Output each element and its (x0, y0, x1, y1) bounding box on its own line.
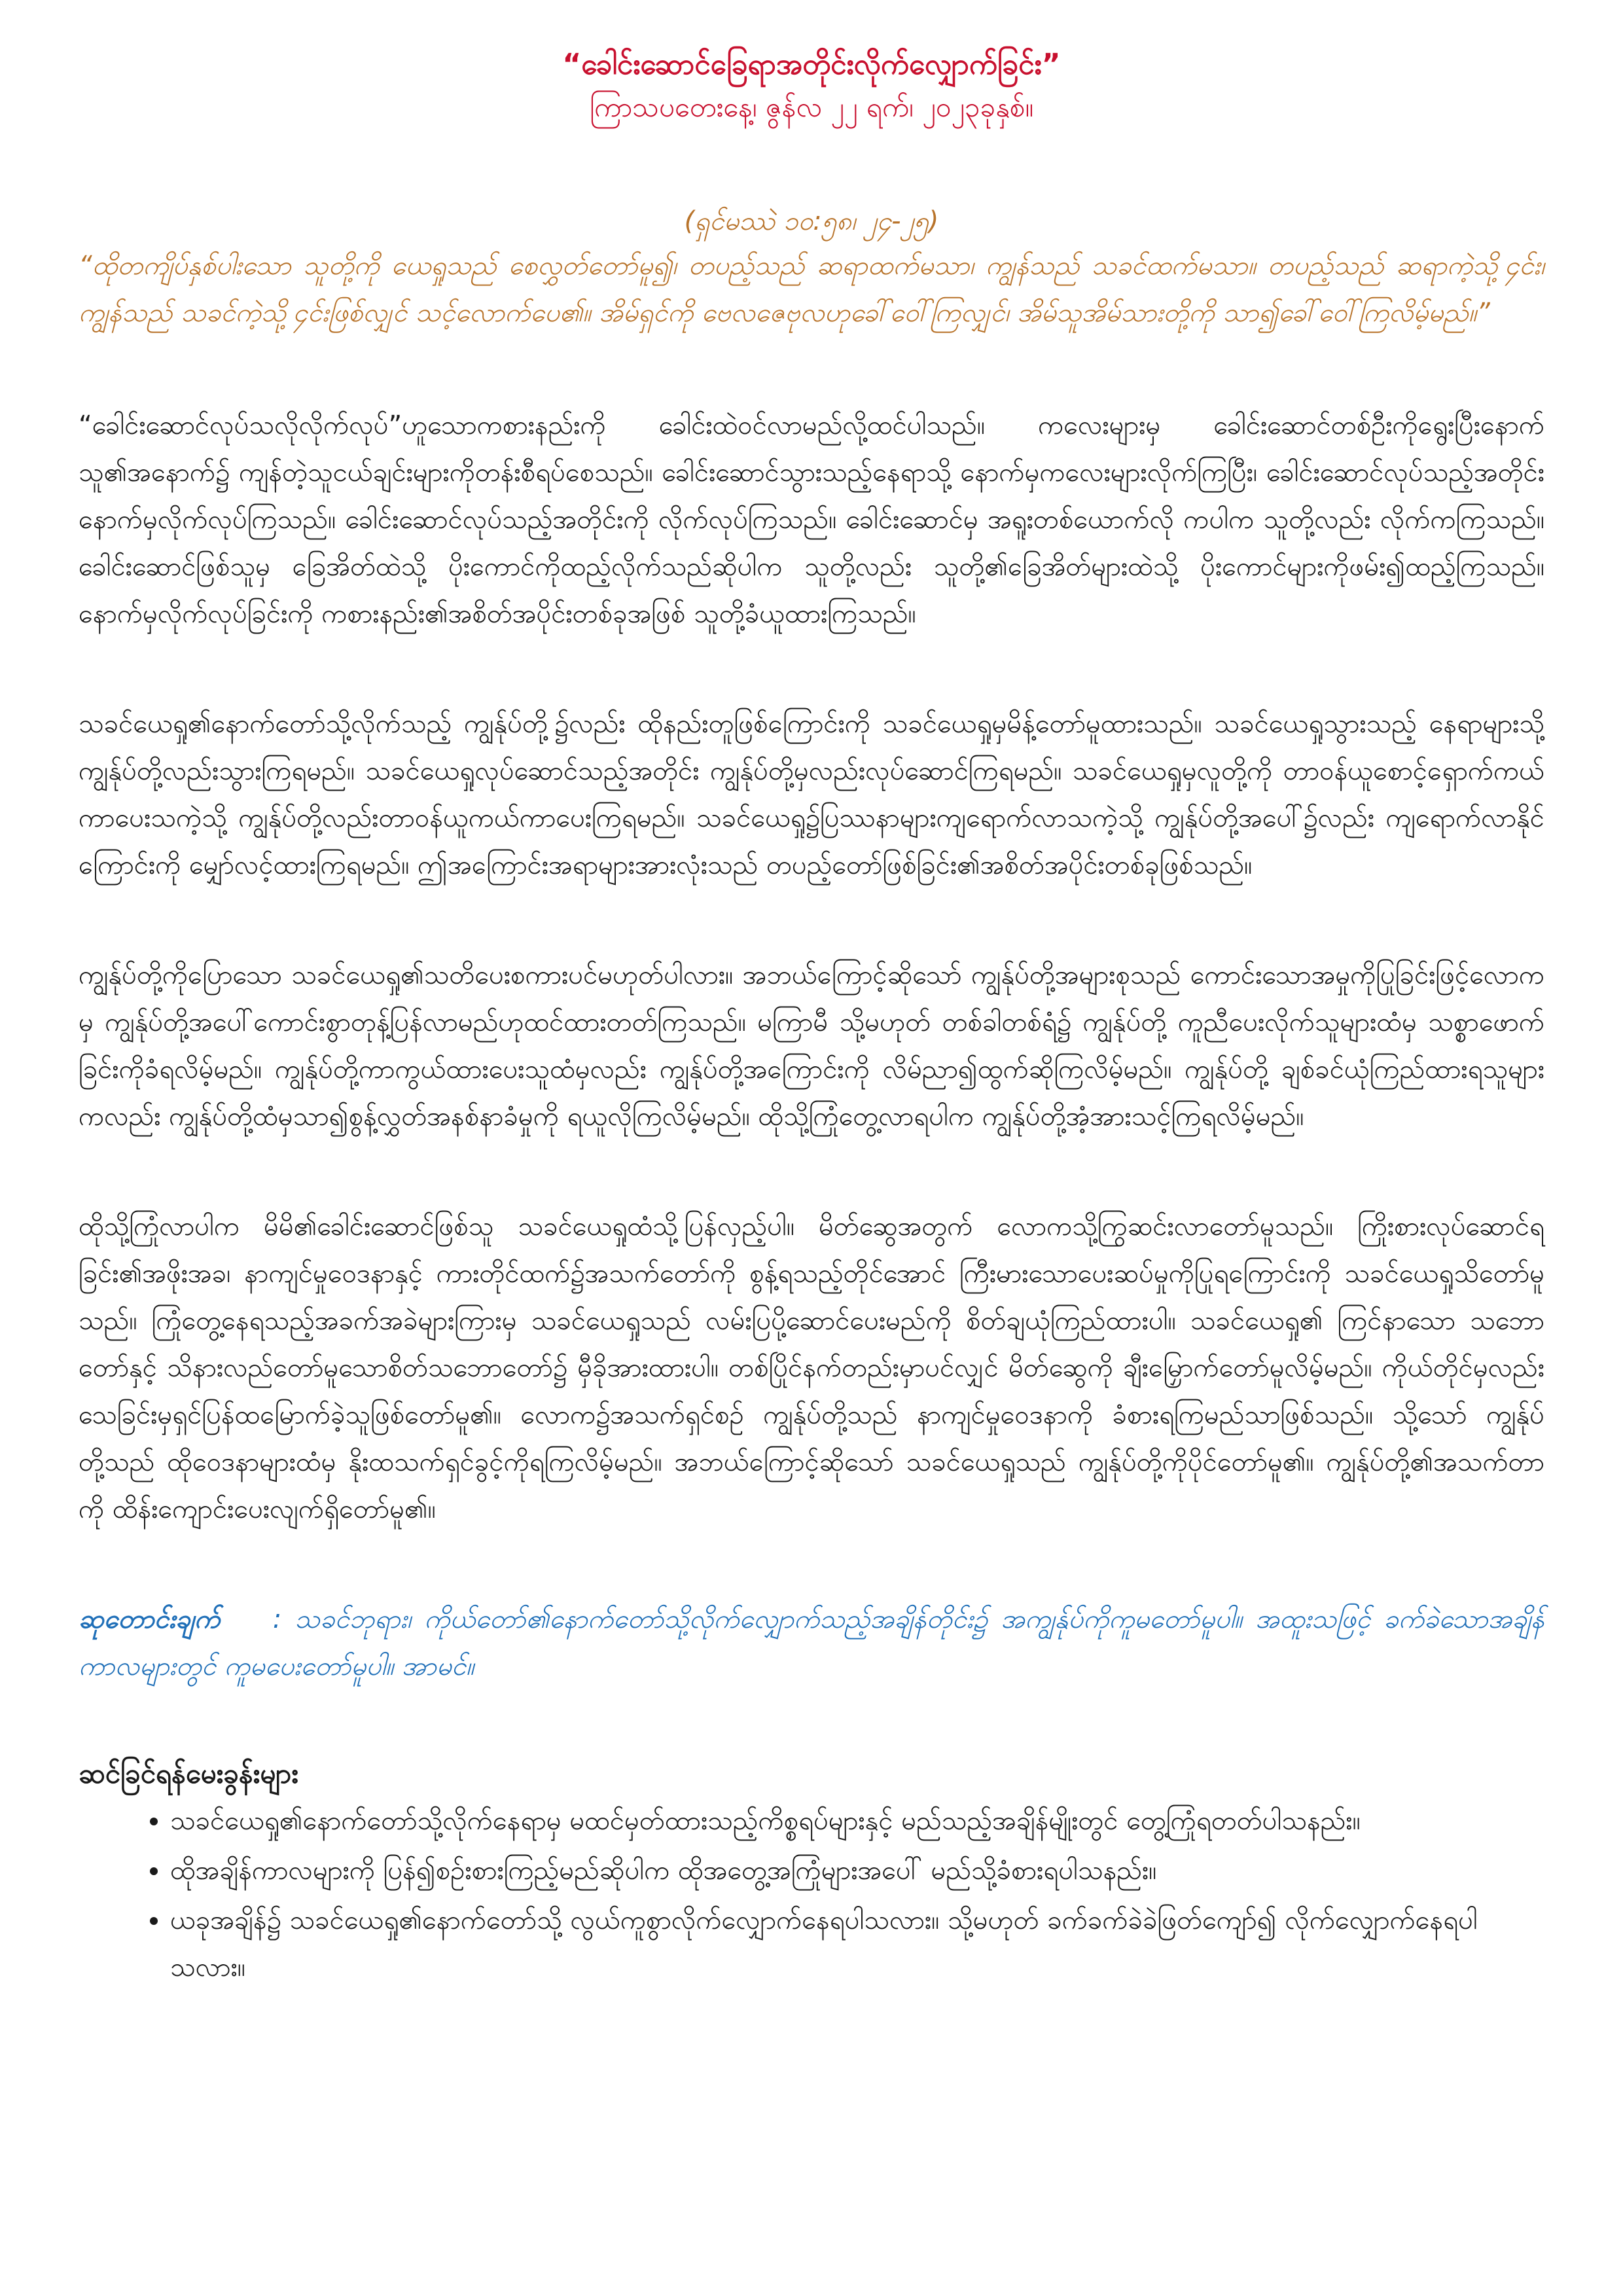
body-paragraph-4: ထိုသို့ကြုံလာပါက မိမိ၏ခေါင်းဆောင်ဖြစ်သူ သခင်ယေရှုထံသို့ပြန်လှည့်ပါ။ မိတ်ဆွေအတွက် လောကသို့ကြွဆင်းလာတော်မူသည်။ ကြိုးစားလုပ်ဆောင်ရခြင်း၏အဖိုးအခ၊ နာကျင်မှုဝေဒနာနှင့် ကားတိုင်ထက်၌အသက်တော်ကို စွန့်ရသည့်တိုင်အောင် ကြီးမားသောပေးဆပ်မှုကိုပြုရကြောင်းကို သခင်ယေရှုသိတော်မူသည်။ ကြုံတွေ့နေရသည့်အခက်အခဲများကြားမှ သခင်ယေရှုသည် လမ်းပြပို့ဆောင်ပေးမည်ကို စိတ်ချယုံကြည်ထားပါ။ သခင်ယေရှု၏ ကြင်နာသော သဘောတော်နှင့် သိနားလည်တော်မူသောစိတ်သဘောတော်၌ မှီခိုအားထားပါ။ တစ်ပြိုင်နက်တည်းမှာပင်လျှင် မိတ်ဆွေကို ချီးမြှောက်တော်မူလိမ့်မည်။ ကိုယ်တိုင်မှလည်း သေခြင်းမှရှင်ပြန်ထမြောက်ခဲ့သူဖြစ်တော်မူ၏။ လောက၌အသက်ရှင်စဉ် ကျွန်ုပ်တို့သည် နာကျင်မှုဝေဒနာကို ခံစားရကြမည်သာဖြစ်သည်။ သို့သော် ကျွန်ုပ်တို့သည် ထိုဝေဒနာများထံမှ နိုးထသက်ရှင်ခွင့်ကိုရကြလိမ့်မည်။ အဘယ်ကြောင့်ဆိုသော် သခင်ယေရှုသည် ကျွန်ုပ်တို့ကိုပိုင်တော်မူ၏။ ကျွန်ုပ်တို့၏အသက်တာကို ထိန်းကျောင်းပေးလျက်ရှိတော်မူ၏။ (79, 1211, 1544, 1524)
prayer-text: သခင်ဘုရား၊ ကိုယ်တော်၏နောက်တော်သို့လိုက်လျှောက်သည့်အချိန်တိုင်း၌ အကျွန်ုပ်ကိုကူမတော်မူပါ။ အထူးသဖြင့် ခက်ခဲသောအချိန်ကာလများတွင် ကူမပေးတော်မူပါ။ အာမင်။ (79, 1604, 1544, 1681)
body-paragraph-2: သခင်ယေရှု၏နောက်တော်သို့လိုက်သည့် ကျွန်ုပ်တို့၌လည်း ထိုနည်းတူဖြစ်ကြောင်းကို သခင်ယေရှုမှမိန့်တော်မူထားသည်။ သခင်ယေရှုသွားသည့် နေရာများသို့ ကျွန်ုပ်တို့လည်းသွားကြရမည်။ သခင်ယေရှုလုပ်ဆောင်သည့်အတိုင်း ကျွန်ုပ်တို့မှလည်းလုပ်ဆောင်ကြရမည်။ သခင်ယေရှုမှလူတို့ကို တာဝန်ယူစောင့်ရှောက်ကယ်ကာပေးသကဲ့သို့ ကျွန်ုပ်တို့လည်းတာဝန်ယူကယ်ကာပေးကြရမည်။ သခင်ယေရှု၌ပြဿနာများကျရောက်လာသကဲ့သို့ ကျွန်ုပ်တို့အပေါ်၌လည်း ကျရောက်လာနိုင်ကြောင်းကို မျှော်လင့်ထားကြရမည်။ ဤအကြောင်းအရာများအားလုံးသည် တပည့်တော်ဖြစ်ခြင်း၏အစိတ်အပိုင်းတစ်ခုဖြစ်သည်။ (79, 709, 1544, 880)
question-item: • ယခုအချိန်၌ သခင်ယေရှု၏နောက်တော်သို့ လွယ်ကူစွာလိုက်လျှောက်နေရပါသလား။ သို့မဟုတ် ခက်ခက်ခဲခဲဖြတ်ကျော်၍ လိုက်လျှောက်နေရပါသလား။ (170, 1897, 1544, 1991)
scripture-reference: (ရှင်မဿဲ ၁၀:၅၈၊ ၂၄-၂၅) (684, 206, 939, 236)
scripture-block (79, 200, 1544, 336)
prayer-label: ဆုတောင်းချက် (79, 1604, 221, 1634)
questions-heading: ဆင်ခြင်ရန်မေးခွန်းများ (79, 1757, 298, 1789)
question-item: • သခင်ယေရှု၏နောက်တော်သို့လိုက်နေရာမှ မထင်မှတ်ထားသည့်ကိစ္စရပ်များနှင့် မည်သည့်အချိန်မျိုးတွင် တွေ့ကြုံရတတ်ပါသနည်း။ (170, 1797, 1544, 1844)
scripture-text: “ထိုတကျိပ်နှစ်ပါးသော သူတို့ကို ယေရှုသည် စေလွှတ်တော်မူ၍၊ တပည့်သည် ဆရာထက်မသာ၊ ကျွန်သည် သခင်ထက်မသာ။ တပည့်သည် ဆရာကဲ့သို့၄င်း၊ ကျွန်သည် သခင်ကဲ့သို့၄င်းဖြစ်လျှင် သင့်လောက်ပေ၏။ အိမ်ရှင်ကို ဗေလဇေဗုလဟုခေါ်ဝေါ်ကြလျှင်၊ အိမ်သူအိမ်သားတို့ကို သာ၍ခေါ်ဝေါ်ကြလိမ့်မည်။” (79, 251, 1544, 328)
body-paragraph-1: “ခေါင်းဆောင်လုပ်သလိုလိုက်လုပ်”ဟူသောကစားနည်းကို ခေါင်းထဲဝင်လာမည်လို့ထင်ပါသည်။ ကလေးများမှ ခေါင်းဆောင်တစ်ဦးကိုရွေးပြီးနောက် သူ၏အနောက်၌ ကျန်တဲ့သူငယ်ချင်းများကိုတန်းစီရပ်စေသည်။ ခေါင်းဆောင်သွားသည့်နေရာသို့ နောက်မှကလေးများလိုက်ကြပြီး၊ ခေါင်းဆောင်လုပ်သည့်အတိုင်း နောက်မှလိုက်လုပ်ကြသည်။ ခေါင်းဆောင်လုပ်သည့်အတိုင်းကို လိုက်လုပ်ကြသည်။ ခေါင်းဆောင်မှ အရူးတစ်ယောက်လို ကပါက သူတို့လည်း လိုက်ကကြသည်။ ခေါင်းဆောင်ဖြစ်သူမှ ခြေအိတ်ထဲသို့ ပိုးကောင်ကိုထည့်လိုက်သည်ဆိုပါက သူတို့လည်း သူတို့၏ခြေအိတ်များထဲသို့ ပိုးကောင်များကိုဖမ်း၍ထည့်ကြသည်။ နောက်မှလိုက်လုပ်ခြင်းကို ကစားနည်း၏အစိတ်အပိုင်းတစ်ခုအဖြစ် သူတို့ခံယူထားကြသည်။ (79, 410, 1544, 629)
page-date: ကြာသပတေးနေ့၊ ဇွန်လ ၂၂ ရက်၊ ၂၀၂၃ခုနှစ်။ (589, 91, 1034, 123)
page-title: “ခေါင်းဆောင်ခြေရာအတိုင်းလိုက်လျှောက်ခြင်း” (562, 48, 1061, 81)
title-block (79, 43, 1544, 128)
prayer-block (79, 1596, 1544, 1690)
prayer-separator: : (272, 1604, 282, 1634)
questions-list (79, 1797, 1544, 1991)
body-paragraph-3: ကျွန်ုပ်တို့ကိုပြောသော သခင်ယေရှု၏သတိပေးစကားပင်မဟုတ်ပါလား။ အဘယ်ကြောင့်ဆိုသော် ကျွန်ုပ်တို့အများစုသည် ကောင်းသောအမှုကိုပြုခြင်းဖြင့်လောကမှ ကျွန်ုပ်တို့အပေါ်ကောင်းစွာတုန့်ပြန်လာမည်ဟုထင်ထားတတ်ကြသည်။ မကြာမီ သို့မဟုတ် တစ်ခါတစ်ရံ၌ ကျွန်ုပ်တို့ ကူညီပေးလိုက်သူများထံမှ သစ္စာဖောက်ခြင်းကိုခံရလိမ့်မည်။ ကျွန်ုပ်တို့ကာကွယ်ထားပေးသူထံမှလည်း ကျွန်ုပ်တို့အကြောင်းကို လိမ်ညာ၍ထွက်ဆိုကြလိမ့်မည်။ ကျွန်ုပ်တို့ ချစ်ခင်ယုံကြည်ထားရသူများကလည်း ကျွန်ုပ်တို့ထံမှသာ၍စွန့်လွှတ်အနစ်နာခံမှုကို ရယူလိုကြလိမ့်မည်။ ထိုသို့ကြုံတွေ့လာရပါက ကျွန်ုပ်တို့အံ့အားသင့်ကြရလိမ့်မည်။ (79, 960, 1544, 1132)
question-item: • ထိုအချိန်ကာလများကို ပြန်၍စဉ်းစားကြည့်မည်ဆိုပါက ထိုအတွေ့အကြုံများအပေါ် မည်သို့ခံစားရပါသနည်း။ (170, 1847, 1544, 1894)
